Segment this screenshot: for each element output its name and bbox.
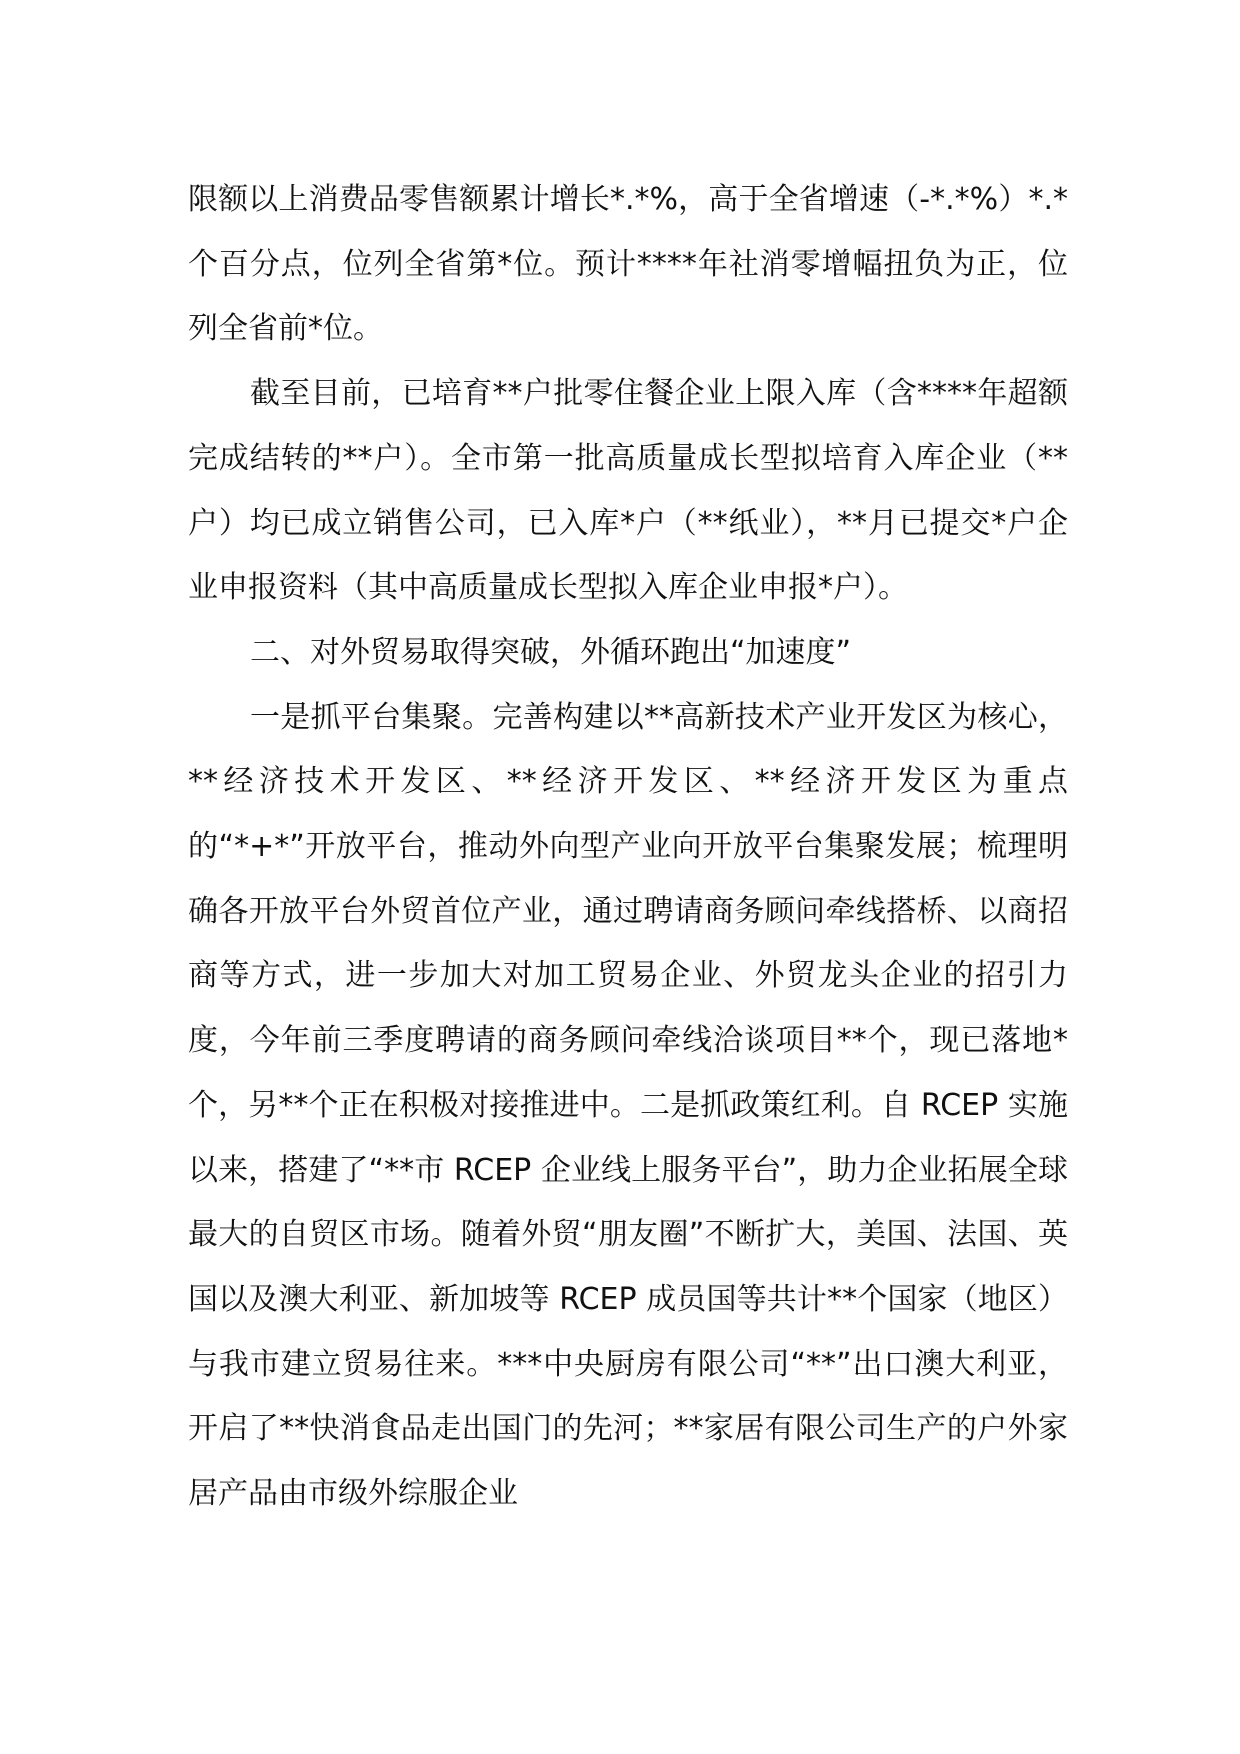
paragraph-platform-policy: 一是抓平台集聚。完善构建以**高新技术产业开发区为核心，**经济技术开发区、**经济开发区、**经济开发区为重点的“*+*”开放平台，推动外向型产业向开放平台集聚发展；梳理明确各开放平台外贸首位产业，通过聘请商务顾问牵线搭桥、以商招商等方式，进一步加大对加工贸易企业、外贸龙头企业的招引力度，今年前三季度聘请的商务顾问牵线洽谈项目**个，现已落地*个，另**个正在积极对接推进中。二是抓政策红利。自 RCEP 实施以来，搭建了“**市 RCEP 企业线上服务平台”，助力企业拓展全球最大的自贸区市场。随着外贸“朋友圈”不断扩大，美国、法国、英国以及澳大利亚、新加坡等 RCEP 成员国等共计**个国家（地区）与我市建立贸易往来。***中央厨房有限公司“**”出口澳大利亚，开启了**快消食品走出国门的先河；**家居有限公司生产的户外家居产品由市级外综服企业 bbox=[188, 699, 1068, 1512]
section-heading-foreign-trade: 二、对外贸易取得突破，外循环跑出“加速度” bbox=[250, 634, 852, 670]
paragraph-enterprise-cultivation: 截至目前，已培育**户批零住餐企业上限入库（含****年超额完成结转的**户）。全市第一批高质量成长型拟培育入库企业（**户）均已成立销售公司，已入库*户（**纸业），**月已提交*户企业申报资料（其中高质量成长型拟入库企业申报*户）。 bbox=[188, 376, 1068, 606]
document-body bbox=[188, 168, 1068, 1527]
paragraph-retail-growth: 限额以上消费品零售额累计增长*.*%，高于全省增速（-*.*%）*.*个百分点，位列全省第*位。预计****年社消零增幅扭负为正，位列全省前*位。 bbox=[188, 182, 1068, 347]
